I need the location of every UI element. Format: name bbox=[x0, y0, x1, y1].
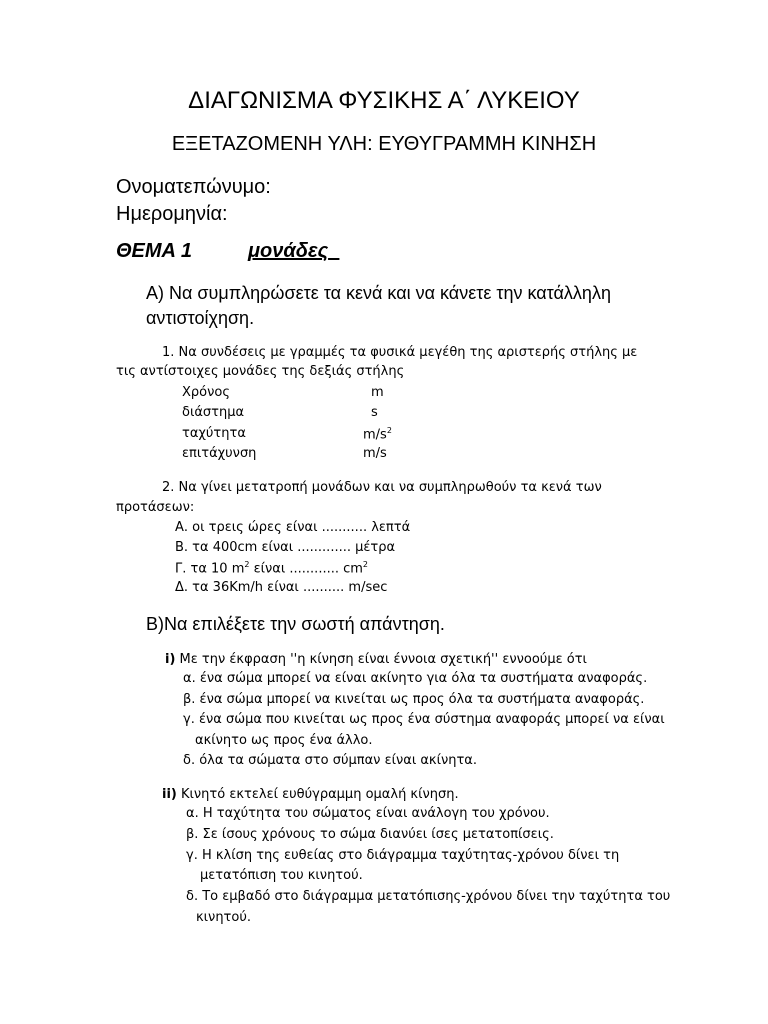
q2-item: Δ. τα 36Km/h είναι .......... m/sec bbox=[175, 580, 388, 595]
superscript: 2 bbox=[244, 560, 250, 569]
date-label: Ημερομηνία: bbox=[116, 203, 228, 225]
qi-option: β. ένα σώμα μπορεί να κινείται ως προς όλα τα συστήματα αναφοράς. bbox=[183, 692, 645, 707]
section-a-heading-line1: Α) Να συμπληρώσετε τα κενά και να κάνετε την κατάλληλη bbox=[146, 283, 611, 303]
q2-item-text: Γ. τα 10 m bbox=[175, 561, 245, 577]
qii-stem: Κινητό εκτελεί ευθύγραμμη ομαλή κίνηση. bbox=[176, 787, 459, 802]
qi-option-continuation: ακίνητο ως προς ένα άλλο. bbox=[195, 733, 373, 748]
thema-heading bbox=[116, 240, 339, 263]
qii-option: β. Σε ίσους χρόνους το σώμα διανύει ίσες μετατοπίσεις. bbox=[186, 827, 554, 842]
q2-item-tail: είναι ............ cm bbox=[249, 561, 363, 577]
qi-label: i) bbox=[165, 652, 176, 667]
qii-option-continuation: μετατόπιση του κινητού. bbox=[200, 868, 363, 883]
q1-line1: 1. Να συνδέσεις με γραμμές τα φυσικά μεγέθη της αριστερής στήλης με bbox=[162, 345, 638, 360]
q1-right-item: s bbox=[371, 405, 378, 420]
qi-option: δ. όλα τα σώματα στο σύμπαν είναι ακίνητα. bbox=[183, 753, 478, 768]
thema-label: ΘΕΜΑ 1 bbox=[116, 240, 192, 262]
qii-label: ii) bbox=[162, 787, 177, 802]
qi-stem-line bbox=[165, 652, 587, 667]
q1-right-item bbox=[363, 426, 392, 442]
superscript: 2 bbox=[386, 426, 392, 435]
section-b-heading: Β)Να επιλέξετε την σωστή απάντηση. bbox=[146, 614, 445, 634]
thema-units-label: μονάδες bbox=[247, 240, 329, 262]
unit-text: m/s bbox=[363, 427, 387, 443]
q1-left-item: Χρόνος bbox=[182, 385, 230, 400]
q2-line2: προτάσεων: bbox=[116, 500, 195, 515]
q1-left-item: επιτάχυνση bbox=[182, 446, 257, 461]
q2-line1: 2. Να γίνει μετατροπή μονάδων και να συμπληρωθούν τα κενά των bbox=[162, 480, 602, 495]
q2-item: Α. οι τρεις ώρες είναι ........... λεπτά bbox=[175, 520, 411, 535]
q1-right-item: m bbox=[371, 385, 384, 400]
q1-right-item: m/s bbox=[363, 446, 387, 461]
q1-line2: τις αντίστοιχες μονάδες της δεξιάς στήλης bbox=[116, 364, 405, 379]
exam-title: ΔΙΑΓΩΝΙΣΜΑ ΦΥΣΙΚΗΣ Α΄ ΛΥΚΕΙΟΥ bbox=[188, 87, 580, 114]
q2-item: Β. τα 400cm είναι ............. μέτρα bbox=[175, 540, 396, 555]
qii-option: α. Η ταχύτητα του σώματος είναι ανάλογη του χρόνου. bbox=[186, 806, 550, 821]
qii-option-continuation: κινητού. bbox=[196, 910, 251, 925]
q1-left-item: διάστημα bbox=[182, 405, 245, 420]
exam-subtitle: ΕΞΕΤΑΖΟΜΕΝΗ ΥΛΗ: ΕΥΘΥΓΡΑΜΜΗ ΚΙΝΗΣΗ bbox=[171, 133, 597, 155]
qii-option: γ. Η κλίση της ευθείας στο διάγραμμα ταχύτητας-χρόνου δίνει τη bbox=[186, 848, 620, 863]
qi-option: α. ένα σώμα μπορεί να είναι ακίνητο για όλα τα συστήματα αναφοράς. bbox=[183, 671, 648, 686]
qi-option: γ. ένα σώμα που κινείται ως προς ένα σύστημα αναφοράς μπορεί να είναι bbox=[183, 712, 665, 727]
section-a-heading-line2: αντιστοίχηση. bbox=[146, 308, 255, 328]
qii-stem-line bbox=[162, 787, 459, 802]
q2-item bbox=[175, 560, 368, 576]
superscript: 2 bbox=[362, 560, 369, 569]
name-label: Ονοματεπώνυμο: bbox=[116, 176, 271, 198]
qi-stem: Με την έκφραση ''η κίνηση είναι έννοια σχετική'' εννοούμε ότι bbox=[175, 652, 587, 667]
q1-left-item: ταχύτητα bbox=[182, 426, 246, 441]
qii-option: δ. Το εμβαδό στο διάγραμμα μετατόπισης-χρόνου δίνει την ταχύτητα του bbox=[186, 889, 671, 904]
